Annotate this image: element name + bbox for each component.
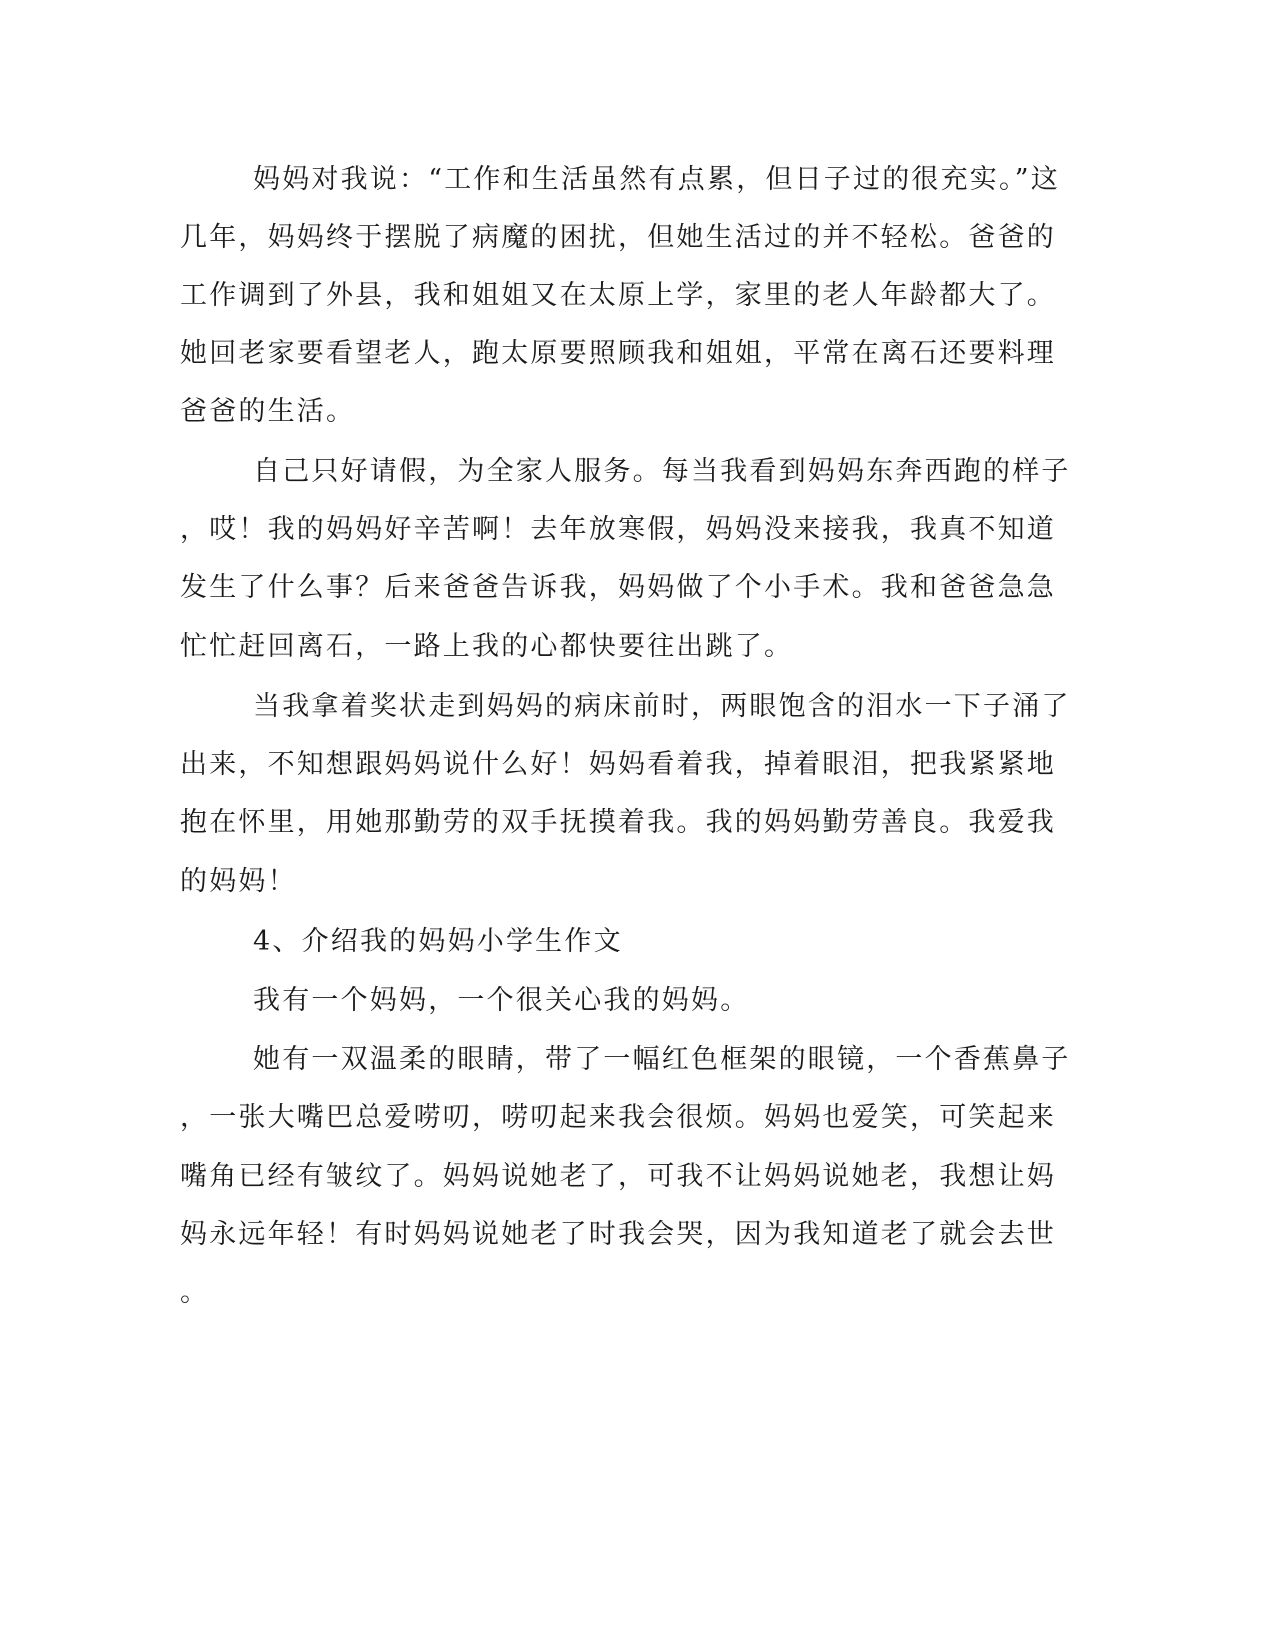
paragraph-2-line-1: 自己只好请假，为全家人服务。每当我看到妈妈东奔西跑的样子 bbox=[253, 456, 1071, 487]
paragraph-3-line-1: 当我拿着奖状走到妈妈的病床前时，两眼饱含的泪水一下子涌了 bbox=[253, 691, 1071, 722]
paragraph-4-line-1: 我有一个妈妈，一个很关心我的妈妈。 bbox=[253, 985, 750, 1016]
paragraph-2-line-3: 发生了什么事？后来爸爸告诉我，妈妈做了个小手术。我和爸爸急急 bbox=[180, 572, 1056, 603]
paragraph-5-line-4: 妈永远年轻！有时妈妈说她老了时我会哭，因为我知道老了就会去世 bbox=[180, 1219, 1056, 1250]
paragraph-5-line-3: 嘴角已经有皱纹了。妈妈说她老了，可我不让妈妈说她老，我想让妈 bbox=[180, 1161, 1056, 1192]
paragraph-3-line-2: 出来，不知想跟妈妈说什么好！妈妈看着我，掉着眼泪，把我紧紧地 bbox=[180, 749, 1056, 780]
paragraph-1-line-4: 她回老家要看望老人，跑太原要照顾我和姐姐，平常在离石还要料理 bbox=[180, 338, 1056, 369]
paragraph-5-line-5: 。 bbox=[180, 1277, 210, 1308]
paragraph-2-line-4: 忙忙赶回离石，一路上我的心都快要往出跳了。 bbox=[180, 631, 794, 662]
section-heading: 4、介绍我的妈妈小学生作文 bbox=[253, 926, 623, 957]
paragraph-3-line-3: 抱在怀里，用她那勤劳的双手抚摸着我。我的妈妈勤劳善良。我爱我 bbox=[180, 807, 1056, 838]
paragraph-5-line-1: 她有一双温柔的眼睛，带了一幅红色框架的眼镜，一个香蕉鼻子 bbox=[253, 1044, 1071, 1075]
paragraph-1-line-1: 妈妈对我说：“工作和生活虽然有点累，但日子过的很充实。”这 bbox=[253, 164, 1060, 195]
paragraph-2-line-2: ，哎！我的妈妈好辛苦啊！去年放寒假，妈妈没来接我，我真不知道 bbox=[180, 514, 1056, 545]
paragraph-5-line-2: ，一张大嘴巴总爱唠叨，唠叨起来我会很烦。妈妈也爱笑，可笑起来 bbox=[180, 1102, 1056, 1133]
paragraph-1-line-5: 爸爸的生活。 bbox=[180, 396, 356, 427]
paragraph-3-line-4: 的妈妈！ bbox=[180, 866, 297, 897]
paragraph-1-line-3: 工作调到了外县，我和姐姐又在太原上学，家里的老人年龄都大了。 bbox=[180, 280, 1056, 311]
paragraph-1-line-2: 几年，妈妈终于摆脱了病魔的困扰，但她生活过的并不轻松。爸爸的 bbox=[180, 222, 1056, 253]
